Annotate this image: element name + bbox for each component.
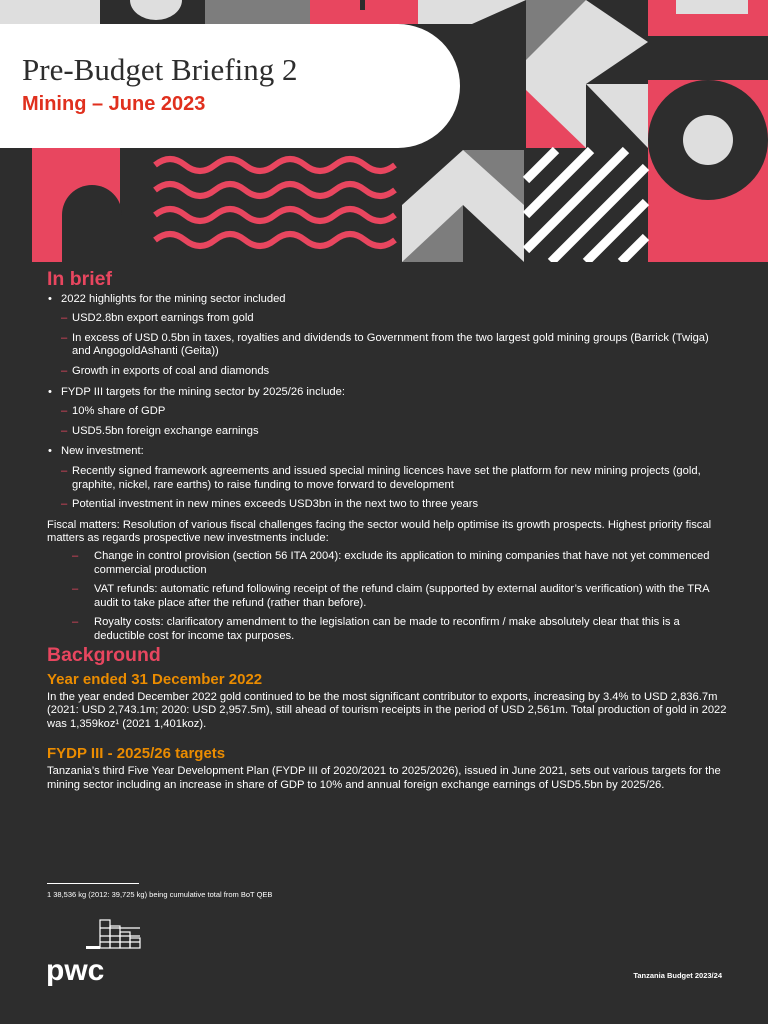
sub-list bbox=[61, 465, 727, 512]
bullet-text: New investment: bbox=[61, 445, 144, 458]
bullet-text: FYDP III targets for the mining sector by 2025/26 include: bbox=[61, 385, 345, 398]
footnote: 1 38,536 kg (2012: 39,725 kg) being cumulative total from BoT QEB bbox=[47, 890, 273, 899]
footnote-divider bbox=[47, 883, 139, 884]
main-content bbox=[47, 268, 727, 792]
sub-list-item: – USD2.8bn export earnings from gold bbox=[61, 312, 727, 326]
fiscal-matters-list bbox=[47, 550, 727, 644]
in-brief-heading: In brief bbox=[47, 268, 113, 290]
sub-list-item: – 10% share of GDP bbox=[61, 405, 727, 419]
sub-list-item: – Potential investment in new mines exceeds USD3bn in the next two to three years bbox=[61, 498, 727, 512]
background-heading: Background bbox=[47, 644, 161, 667]
fiscal-item: – Change in control provision (section 56 ITA 2004): exclude its application to mining companies that have not yet commenced commercial production bbox=[47, 550, 727, 577]
bullet-text: 2022 highlights for the mining sector included bbox=[61, 292, 286, 305]
fiscal-item: – VAT refunds: automatic refund following receipt of the refund claim (supported by external auditor’s verification) with the TRA audit to take place after the refund (rather than before). bbox=[47, 583, 727, 610]
list-item bbox=[47, 293, 727, 379]
sub-list-item: – USD5.5bn foreign exchange earnings bbox=[61, 425, 727, 439]
list-item bbox=[47, 445, 727, 511]
sub-list-item: – Growth in exports of coal and diamonds bbox=[61, 365, 727, 379]
fiscal-item: – Royalty costs: clarificatory amendment to the legislation can be made to reconfirm / make absolutely clear that this is a deductible cost for income tax purposes. bbox=[47, 616, 727, 643]
fydp-body: Tanzania’s third Five Year Development Plan (FYDP III of 2020/2021 to 2025/2026), issued in June 2021, sets out various targets for the mining sector including an increase in share of GDP to 10% and annual foreign exchange earnings of USD5.5bn by 2025/26. bbox=[47, 765, 721, 791]
list-item bbox=[47, 386, 727, 439]
sub-list-item: – In excess of USD 0.5bn in taxes, royalties and dividends to Government from the two largest gold mining groups (Barrick (Twiga) and AngogoldAshanti (Geita)) bbox=[61, 332, 727, 359]
year-ended-heading: Year ended 31 December 2022 bbox=[47, 671, 263, 689]
sub-list-item: – Recently signed framework agreements and issued special mining licences have set the platform for new mining projects (gold, graphite, nickel, rare earths) to raise funding to move forward to development bbox=[61, 465, 727, 492]
fiscal-matters-intro: Fiscal matters: Resolution of various fiscal challenges facing the sector would help optimise its growth prospects. Highest priority fiscal matters as regards prospective new investments include: bbox=[47, 518, 712, 545]
pwc-logo bbox=[46, 916, 146, 988]
sub-list bbox=[61, 312, 727, 378]
pwc-logo-text: pwc bbox=[46, 954, 105, 987]
document-subtitle: Mining – June 2023 bbox=[22, 93, 206, 115]
document-title: Pre-Budget Briefing 2 bbox=[22, 52, 298, 87]
year-ended-body: In the year ended December 2022 gold continued to be the most significant contributor to exports, increasing by 3.4% to USD 2,836.7m (2021: USD 2,743.1m; 2020: USD 2,957.5m), still ahead of tourism receipts in the period of USD 2,561m. Total production of gold in 2022 was 1,359koz¹ (2021 1,401koz). bbox=[47, 690, 727, 730]
in-brief-list bbox=[47, 293, 727, 512]
footer-text: Tanzania Budget 2023/24 bbox=[633, 971, 722, 980]
fydp-heading: FYDP III - 2025/26 targets bbox=[47, 745, 226, 763]
sub-list bbox=[61, 405, 727, 438]
